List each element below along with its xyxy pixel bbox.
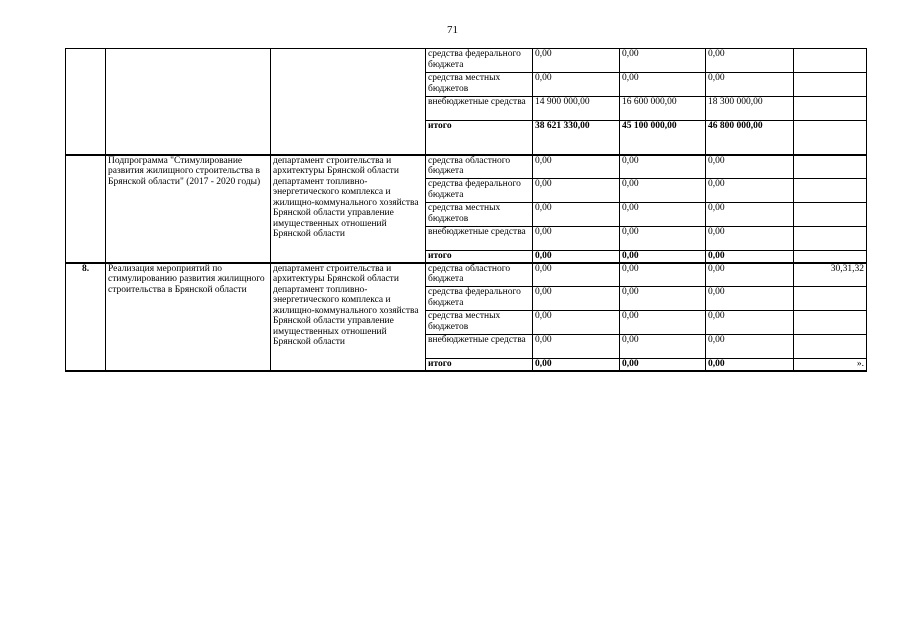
indicator-ref: 30,31,32 (794, 263, 867, 287)
empty-cell (794, 311, 867, 335)
item-number: 8. (66, 263, 106, 371)
amount-year-2: 0,00 (620, 251, 706, 263)
empty-cell (794, 179, 867, 203)
amount-year-2: 0,00 (620, 155, 706, 179)
amount-year-3: 0,00 (706, 155, 794, 179)
amount-year-1: 0,00 (533, 203, 620, 227)
amount-year-1: 0,00 (533, 251, 620, 263)
closing-quote: ». (794, 359, 867, 371)
funding-row (66, 49, 867, 73)
amount-year-3: 0,00 (706, 287, 794, 311)
amount-year-1: 0,00 (533, 359, 620, 371)
program-name (106, 49, 271, 155)
table-body (66, 49, 867, 371)
amount-year-3: 0,00 (706, 359, 794, 371)
funding-source: средства местных бюджетов (426, 203, 533, 227)
amount-year-1: 0,00 (533, 227, 620, 251)
closing-quote (794, 121, 867, 155)
funding-source: средства федерального бюджета (426, 49, 533, 73)
indicator-ref (794, 155, 867, 179)
closing-quote (794, 251, 867, 263)
empty-cell (794, 287, 867, 311)
amount-year-1: 14 900 000,00 (533, 97, 620, 121)
amount-year-1: 0,00 (533, 155, 620, 179)
amount-year-1: 0,00 (533, 287, 620, 311)
amount-year-3: 0,00 (706, 203, 794, 227)
amount-year-3: 0,00 (706, 311, 794, 335)
amount-year-3: 18 300 000,00 (706, 97, 794, 121)
amount-year-2: 0,00 (620, 335, 706, 359)
program-name: Подпрограмма "Стимулирование развития жилищного строительства в Брянской области" (2017 - 2020 годы) (106, 155, 271, 263)
amount-year-1: 0,00 (533, 179, 620, 203)
amount-year-3: 0,00 (706, 179, 794, 203)
executor (271, 49, 426, 155)
amount-year-2: 0,00 (620, 73, 706, 97)
funding-source: внебюджетные средства (426, 97, 533, 121)
empty-cell (794, 203, 867, 227)
amount-year-3: 0,00 (706, 251, 794, 263)
amount-year-1: 0,00 (533, 311, 620, 335)
amount-year-2: 16 600 000,00 (620, 97, 706, 121)
amount-year-3: 46 800 000,00 (706, 121, 794, 155)
item-number (66, 49, 106, 155)
amount-year-2: 0,00 (620, 359, 706, 371)
amount-year-2: 0,00 (620, 287, 706, 311)
amount-year-2: 0,00 (620, 49, 706, 73)
amount-year-1: 38 621 330,00 (533, 121, 620, 155)
amount-year-2: 0,00 (620, 227, 706, 251)
funding-source: средства областного бюджета (426, 155, 533, 179)
empty-cell (794, 227, 867, 251)
page-number: 71 (447, 24, 458, 36)
amount-year-3: 0,00 (706, 227, 794, 251)
amount-year-2: 0,00 (620, 179, 706, 203)
funding-source: средства областного бюджета (426, 263, 533, 287)
executor: департамент строительства и архитектуры Брянской области департамент топливно-энергетического комплекса и жилищно-коммунального хозяйства Брянской области управление имущественных отношений Брянской области (271, 263, 426, 371)
amount-year-3: 0,00 (706, 73, 794, 97)
amount-year-1: 0,00 (533, 73, 620, 97)
executor: департамент строительства и архитектуры Брянской области департамент топливно-энергетического комплекса и жилищно-коммунального хозяйства Брянской области управление имущественных отношений Брянской области (271, 155, 426, 263)
program-name: Реализация мероприятий по стимулированию развития жилищного строительства в Брянской области (106, 263, 271, 371)
funding-row (66, 263, 867, 287)
amount-year-1: 0,00 (533, 335, 620, 359)
funding-source: средства местных бюджетов (426, 73, 533, 97)
empty-cell (794, 335, 867, 359)
funding-source: средства федерального бюджета (426, 287, 533, 311)
funding-source: внебюджетные средства (426, 335, 533, 359)
budget-table (65, 48, 867, 372)
amount-year-3: 0,00 (706, 335, 794, 359)
amount-year-2: 0,00 (620, 263, 706, 287)
funding-source: средства местных бюджетов (426, 311, 533, 335)
funding-row (66, 155, 867, 179)
amount-year-2: 0,00 (620, 203, 706, 227)
indicator-ref (794, 49, 867, 73)
empty-cell (794, 97, 867, 121)
amount-year-3: 0,00 (706, 49, 794, 73)
amount-year-2: 45 100 000,00 (620, 121, 706, 155)
funding-source: внебюджетные средства (426, 227, 533, 251)
amount-year-3: 0,00 (706, 263, 794, 287)
amount-year-1: 0,00 (533, 49, 620, 73)
empty-cell (794, 73, 867, 97)
funding-source: итого (426, 121, 533, 155)
amount-year-1: 0,00 (533, 263, 620, 287)
funding-source: средства федерального бюджета (426, 179, 533, 203)
item-number (66, 155, 106, 263)
amount-year-2: 0,00 (620, 311, 706, 335)
funding-source: итого (426, 251, 533, 263)
funding-source: итого (426, 359, 533, 371)
